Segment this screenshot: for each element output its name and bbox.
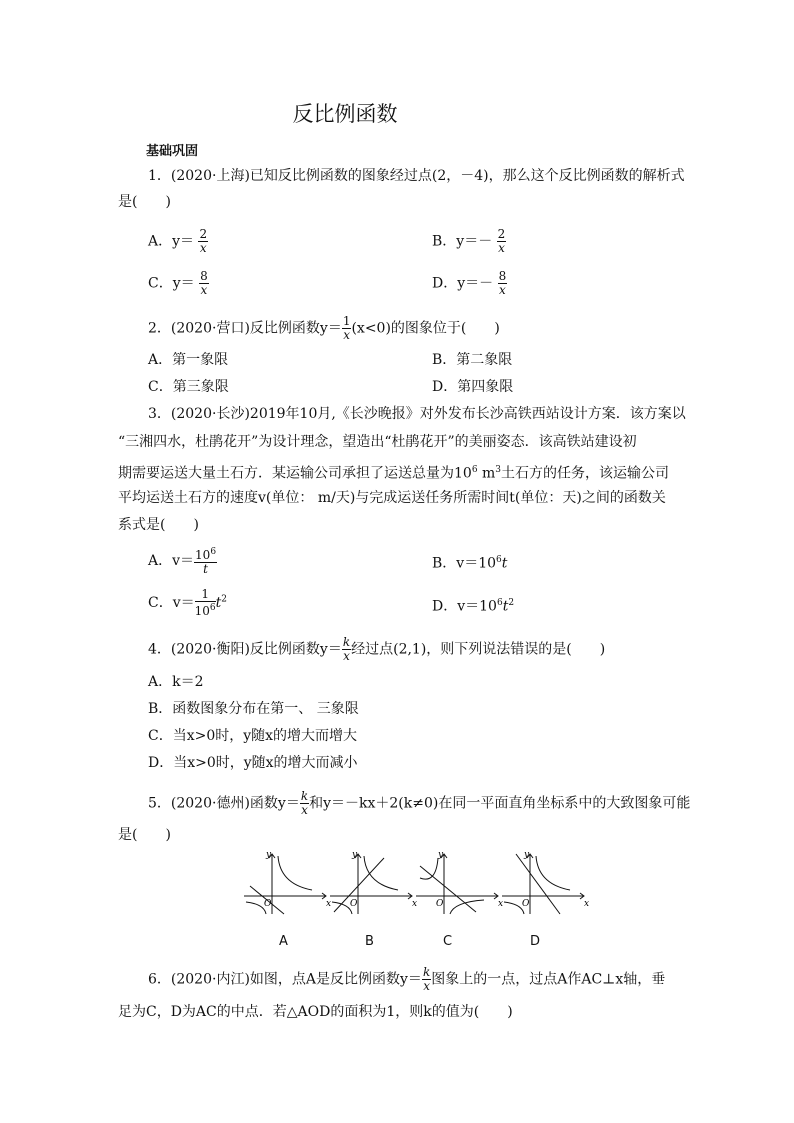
- svg-text:x: x: [326, 899, 332, 909]
- q1-option-d[interactable]: [432, 270, 507, 297]
- svg-text:y: y: [266, 850, 272, 860]
- q3-line-3: 期需要运送大量土石方．某运输公司承担了运送总量为$10^6$ $m^3$土石方的任务，该运输公司: [118, 465, 670, 482]
- svg-text:O: O: [264, 899, 272, 909]
- q1-option-c[interactable]: [148, 270, 209, 297]
- q5-graph-c-label[interactable]: C: [443, 934, 453, 949]
- q1-option-b-fraction: $\frac{2}{x}$: [497, 227, 506, 255]
- svg-text:x: x: [412, 899, 418, 909]
- svg-text:x: x: [498, 899, 504, 909]
- q6-text-cont: 足为C，D为AC的中点．若△AOD的面积为1，则k的值为( ): [118, 1004, 513, 1020]
- svg-text:y: y: [524, 850, 530, 860]
- q1-text: 1．(2020·上海)已知反比例函数的图象经过点(2，－4)，那么这个反比例函数的解析式: [148, 168, 685, 184]
- q5-text-cont: 是( ): [118, 827, 171, 843]
- svg-text:O: O: [350, 899, 358, 909]
- q4-option-d[interactable]: D．当x>0时，y随x的增大而减小: [148, 755, 358, 771]
- svg-text:O: O: [436, 899, 444, 909]
- q3-line-2: “三湘四水，杜鹃花开”为设计理念，望造出“杜鹃花开”的美丽姿态．该高铁站建设初: [118, 434, 637, 450]
- q2-option-c[interactable]: C．第三象限: [148, 379, 229, 395]
- q3-line-1: 3．(2020·长沙)2019年10月,《长沙晚报》对外发布长沙高铁西站设计方案．该方案以: [148, 406, 686, 422]
- q5-graph-b-label[interactable]: B: [365, 934, 374, 949]
- q3-line-5: 系式是( ): [118, 517, 199, 533]
- q1-option-d-fraction: $\frac{8}{x}$: [498, 269, 507, 297]
- q2-option-a[interactable]: A．第一象限: [148, 352, 229, 368]
- q1-option-c-label: C．y＝: [148, 275, 195, 292]
- q1-option-a[interactable]: [148, 228, 208, 255]
- hyperbola-branch-q1: [278, 856, 312, 890]
- q1-option-c-fraction: $\frac{8}{x}$: [200, 269, 208, 297]
- svg-text:x: x: [584, 899, 590, 909]
- q5-graph-d[interactable]: [500, 848, 590, 916]
- q1-text-cont: 是( ): [118, 194, 171, 210]
- q3-option-a[interactable]: A．v＝ $\frac{10^6}{t}$: [148, 547, 217, 576]
- q1-option-b-label: B．y＝－: [432, 233, 493, 250]
- q5-graph-a[interactable]: [242, 848, 332, 916]
- section-heading: 基础巩固: [146, 144, 199, 159]
- q2-option-d[interactable]: D．第四象限: [432, 379, 514, 395]
- q5-graph-a-label[interactable]: A: [279, 934, 288, 949]
- q1-option-d-label: D．y＝－: [432, 275, 494, 292]
- q5-graph-d-label[interactable]: D: [530, 934, 541, 949]
- q4-option-b[interactable]: B．函数图象分布在第一、 三象限: [148, 701, 359, 717]
- svg-text:y: y: [352, 850, 358, 860]
- q3-option-d[interactable]: D．$v=10^6t^2$: [432, 598, 515, 615]
- q5-graph-c[interactable]: [414, 848, 504, 916]
- q1-option-b[interactable]: [432, 228, 506, 255]
- q4-option-c[interactable]: C．当x>0时，y随x的增大而增大: [148, 728, 358, 744]
- q3-option-b[interactable]: B．$v=10^6t$: [432, 555, 508, 572]
- q5-text: 5．(2020·德州)函数y＝ $\frac{k}{x}$ 和y＝－kx＋2(k≠0)在同一平面直角坐标系中的大致图象可能: [148, 789, 691, 817]
- hyperbola-branch-q3: [246, 902, 266, 914]
- q6-text: 6．(2020·内江)如图，点A是反比例函数y＝ $\frac{k}{x}$ 图象上的一点，过点A作AC⊥x轴，垂: [148, 965, 666, 993]
- q2-text: 2．(2020·营口)反比例函数y＝ $\frac{1}{x}$ (x<0)的图象位于( ): [148, 314, 500, 342]
- svg-text:O: O: [522, 899, 530, 909]
- q3-option-c[interactable]: C．v＝ $\frac{1}{10^6}$ $t^2$: [148, 587, 228, 618]
- q2-option-b[interactable]: B．第二象限: [432, 352, 513, 368]
- q5-graph-b[interactable]: [328, 848, 418, 916]
- q3-line-4: 平均运送土石方的速度v(单位： m/天)与完成运送任务所需时间t(单位：天)之间的函数关: [118, 490, 666, 506]
- q1-option-a-fraction: $\frac{2}{x}$: [199, 227, 208, 255]
- q4-text: 4．(2020·衡阳)反比例函数y＝ $\frac{k}{x}$ 经过点(2,1)，则下列说法错误的是( ): [148, 635, 606, 663]
- q4-option-a[interactable]: A．k＝2: [148, 674, 204, 690]
- page-title: 反比例函数: [292, 102, 398, 126]
- svg-text:y: y: [438, 850, 444, 860]
- q1-option-a-label: A．y＝: [148, 233, 195, 250]
